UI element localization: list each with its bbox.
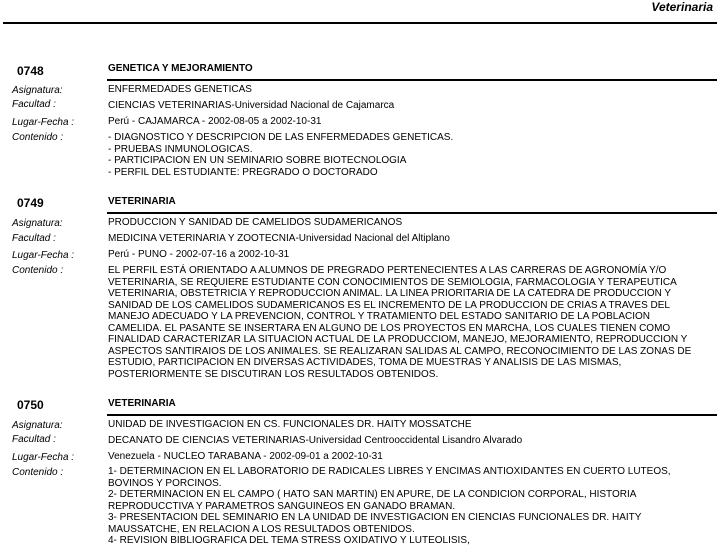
contenido-line: SANIDAD DE LOS CAMELIDOS SUDAMERICANOS ES EL INCREMENTO DE LA PRODUCCION DE CRIAS A TRAVES DEL: [108, 299, 670, 311]
contenido-line: VETERINARIA, OBSTETRICIA Y REPRODUCCION ANIMAL. LA LINEA PRIORITARIA DE LA CATEDRA DE PRODUCCION Y: [108, 288, 672, 299]
lugar-fecha-value: Perú - CAJAMARCA - 2002-08-05 a 2002-10-31: [108, 116, 322, 127]
contenido-line: 4- REVISION BIBLIOGRAFICA DEL TEMA STRESS OXIDATIVO Y LUTEOLISIS,: [108, 535, 470, 546]
contenido-line: FINALIDAD CARACTERIZAR LA SITUACION ACTUAL DE LA PRODUCCIOM, MANEJO, MEJORAMIENTO, REPRODUCCION Y: [108, 334, 688, 345]
contenido-line: POSTERIORMENTE SE DISCUTIRAN LOS RESULTADOS OBTENIDOS.: [108, 368, 439, 380]
contenido-line: ASPECTOS SANTIRAIOS DE LOS ANIMALES. SE REALIZARAN SALIDAS AL CAMPO, RECONOCIMIENTO DE LAS ZONAS DE: [108, 345, 692, 357]
page-title: Veterinaria: [651, 0, 713, 14]
facultad-value: CIENCIAS VETERINARIAS-Universidad Nacional de Cajamarca: [108, 100, 395, 111]
facultad-label: Facultad :: [12, 434, 56, 445]
contenido-line: 2- DETERMINACION EN EL CAMPO ( HATO SAN MARTIN) EN APURE, DE LA CONDICION CORPORAL, HISTORIA: [108, 489, 637, 500]
record-code: 0749: [17, 196, 44, 210]
record-title: GENETICA Y MEJORAMIENTO: [108, 63, 253, 74]
contenido-line: EL PERFIL ESTÁ ORIENTADO A ALUMNOS DE PREGRADO PERTENECIENTES A LAS CARRERAS DE AGRONOMÍA Y/O: [108, 265, 667, 276]
facultad-value: DECANATO DE CIENCIAS VETERINARIAS-Universidad Centrooccidental Lisandro Alvarado: [108, 435, 523, 446]
asignatura-value: ENFERMEDADES GENETICAS: [108, 84, 252, 95]
contenido-line: ESTUDIO, PARTICIPACION EN DIVERSAS ACTIVIDADES, TOMA DE MUESTRAS Y ANALISIS DE LAS MISMAS,: [108, 357, 622, 368]
contenido-line: BOVINOS Y PORCINOS.: [108, 477, 222, 489]
contenido-value: [108, 466, 671, 547]
asignatura-value: PRODUCCION Y SANIDAD DE CAMELIDOS SUDAMERICANOS: [108, 217, 403, 228]
facultad-value: MEDICINA VETERINARIA Y ZOOTECNIA-Universidad Nacional del Altiplano: [108, 233, 450, 244]
record-divider: [107, 414, 717, 416]
lugar-fecha-label: Lugar-Fecha :: [12, 452, 75, 463]
contenido-value: [108, 132, 453, 178]
asignatura-label: Asignatura:: [12, 420, 63, 431]
lugar-fecha-label: Lugar-Fecha :: [12, 117, 75, 128]
contenido-line: 3- PRESENTACION DEL SEMINARIO EN LA UNIDAD DE INVESTIGACION EN CIENCIAS FUNCIONALES DR. HAITY: [108, 512, 642, 523]
record-divider: [107, 79, 717, 81]
asignatura-label: Asignatura:: [12, 85, 63, 96]
contenido-line: - PERFIL DEL ESTUDIANTE: PREGRADO O DOCTORADO: [108, 166, 378, 178]
contenido-line: VETERINARIA, SE REQUIERE ESTUDIANTE CON CONOCIMIENTOS DE SEMIOLOGIA, FARMACOLOGIA Y TERAPEUTICA: [108, 276, 677, 288]
record-title: VETERINARIA: [108, 398, 176, 409]
record-code: 0748: [17, 64, 44, 78]
contenido-line: - PARTICIPACION EN UN SEMINARIO SOBRE BIOTECNOLOGIA: [108, 155, 407, 166]
contenido-line: REPRODUCCTIVA Y PARAMETROS SANGUINEOS EN GANADO BRAMAN.: [108, 500, 456, 512]
record-title: VETERINARIA: [108, 196, 176, 207]
contenido-label: Contenido :: [12, 467, 64, 478]
contenido-line: MANEJO ADECUADO Y LA PREVENCION, CONTROL Y TRATAMIENTO DEL ESTADO SANITARIO DE LA POBLACION: [108, 311, 650, 322]
facultad-label: Facultad :: [12, 233, 56, 244]
lugar-fecha-value: Venezuela - NUCLEO TARABANA - 2002-09-01 a 2002-10-31: [108, 451, 383, 462]
contenido-line: CAMELIDA. EL PASANTE SE INSERTARA EN ALGUNO DE LOS PROYECTOS EN MARCHA, LOS CUALES TIENEN COMO: [108, 322, 671, 334]
header-divider: [3, 22, 717, 24]
contenido-line: - PRUEBAS INMUNOLOGICAS.: [108, 143, 253, 155]
asignatura-value: UNIDAD DE INVESTIGACION EN CS. FUNCIONALES DR. HAITY MOSSATCHE: [108, 419, 472, 430]
contenido-line: 1- DETERMINACION EN EL LABORATORIO DE RADICALES LIBRES Y ENCIMAS ANTIOXIDANTES EN CUERTO LUTEOS,: [108, 466, 671, 477]
contenido-line: MAUSSATCHE, EN RELACION A LOS RESULTADOS OBTENIDOS.: [108, 523, 415, 535]
lugar-fecha-value: Perú - PUNO - 2002-07-16 a 2002-10-31: [108, 249, 290, 260]
lugar-fecha-label: Lugar-Fecha :: [12, 250, 75, 261]
record-divider: [107, 212, 717, 214]
contenido-label: Contenido :: [12, 265, 64, 276]
contenido-line: - DIAGNOSTICO Y DESCRIPCION DE LAS ENFERMEDADES GENETICAS.: [108, 132, 454, 143]
asignatura-label: Asignatura:: [12, 218, 63, 229]
record-code: 0750: [17, 398, 44, 412]
contenido-label: Contenido :: [12, 132, 64, 143]
facultad-label: Facultad :: [12, 99, 56, 110]
contenido-value: [108, 265, 691, 380]
